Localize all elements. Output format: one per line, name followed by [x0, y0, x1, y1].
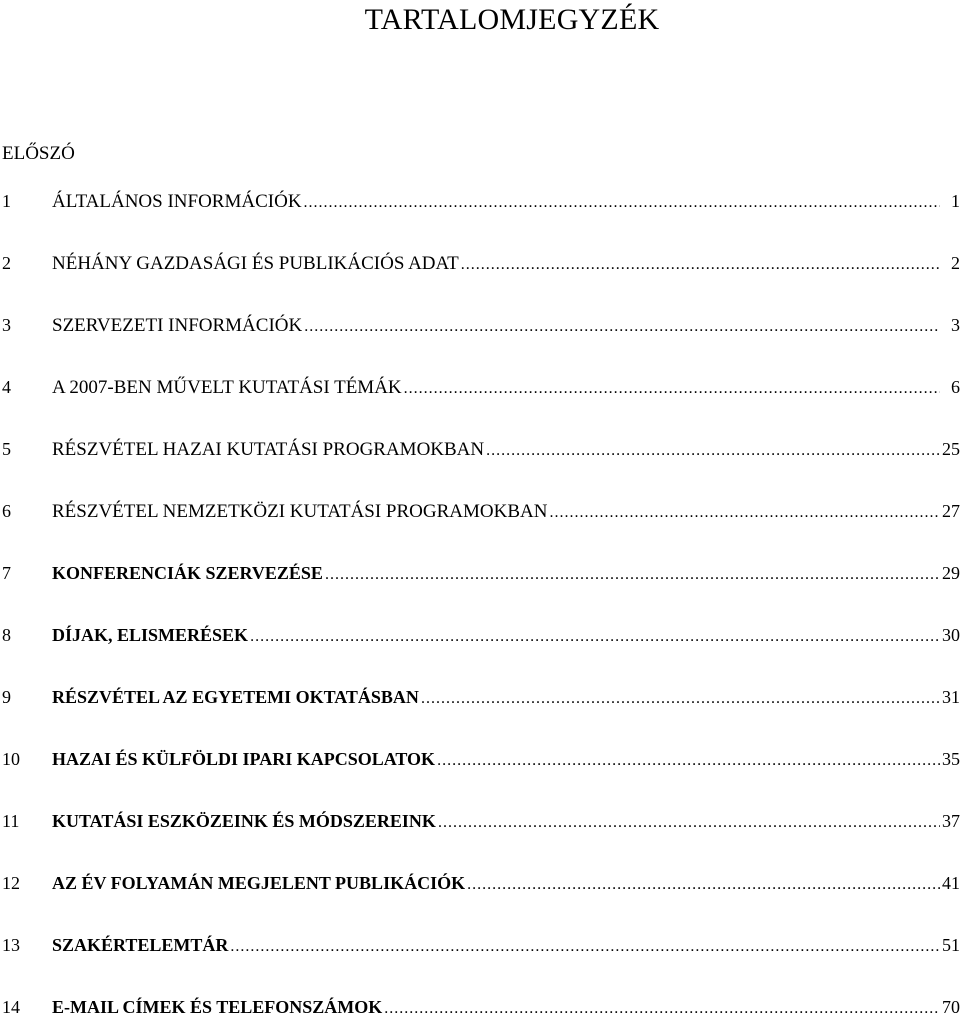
toc-entry-page: 30	[942, 625, 960, 645]
dot-leader	[421, 686, 940, 712]
toc-entry-title: AZ ÉV FOLYAMÁN MEGJELENT PUBLIKÁCIÓK	[52, 873, 466, 893]
toc-entry-page: 25	[942, 439, 960, 459]
toc-entry-number: 11	[2, 811, 20, 831]
toc-entry-number: 2	[2, 253, 11, 273]
toc-entry-title: A 2007-BEN MŰVELT KUTATÁSI TÉMÁK	[52, 377, 402, 398]
toc-entry-number: 14	[2, 997, 20, 1017]
toc-entry-page: 27	[942, 501, 960, 521]
dot-leader	[404, 376, 940, 402]
toc-entry-number: 1	[2, 191, 11, 211]
toc-entry[interactable]	[2, 932, 960, 958]
toc-entry-page: 2	[951, 253, 960, 273]
dot-leader	[549, 500, 940, 526]
toc-entry-page: 35	[942, 749, 960, 769]
toc-entry[interactable]	[2, 250, 960, 276]
toc-entry-title: RÉSZVÉTEL HAZAI KUTATÁSI PROGRAMOKBAN	[52, 439, 485, 460]
toc-entry-page: 31	[942, 687, 960, 707]
toc-entry-page: 51	[942, 935, 960, 955]
toc-entry-page: 37	[942, 811, 960, 831]
toc-entry[interactable]	[2, 498, 960, 524]
toc-entry-number: 5	[2, 439, 11, 459]
toc-entry-title: SZERVEZETI INFORMÁCIÓK	[52, 315, 303, 336]
toc-entry-number: 10	[2, 749, 20, 769]
dot-leader	[304, 314, 940, 340]
dot-leader	[438, 810, 940, 836]
toc-entry-title: SZAKÉRTELEMTÁR	[52, 935, 229, 955]
toc-entry-title: KUTATÁSI ESZKÖZEINK ÉS MÓDSZEREINK	[52, 811, 436, 831]
toc-entry-title: RÉSZVÉTEL AZ EGYETEMI OKTATÁSBAN	[52, 687, 419, 707]
dot-leader	[437, 748, 940, 774]
dot-leader	[325, 562, 940, 588]
dot-leader	[467, 872, 940, 898]
toc-entry[interactable]	[2, 436, 960, 462]
toc-entry-page: 29	[942, 563, 960, 583]
toc-entry-page: 6	[951, 377, 960, 397]
toc-entry-number: 7	[2, 563, 11, 583]
toc-entry-number: 12	[2, 873, 20, 893]
toc-entry-page: 1	[951, 191, 960, 211]
toc-entry-title: E-MAIL CÍMEK ÉS TELEFONSZÁMOK	[52, 997, 383, 1017]
toc-entry-title: ÁLTALÁNOS INFORMÁCIÓK	[52, 191, 302, 212]
toc-entry-title: DÍJAK, ELISMERÉSEK	[52, 625, 249, 645]
toc-entry-title: RÉSZVÉTEL NEMZETKÖZI KUTATÁSI PROGRAMOKBAN	[52, 501, 548, 522]
toc-entry[interactable]	[2, 312, 960, 338]
toc-entry[interactable]	[2, 746, 960, 772]
toc-entry-number: 8	[2, 625, 11, 645]
dot-leader	[486, 438, 940, 464]
foreword-entry[interactable]: ELŐSZÓ	[2, 143, 75, 164]
toc-entry-page: 70	[942, 997, 960, 1017]
toc-entry-page: 3	[951, 315, 960, 335]
dot-leader	[230, 934, 940, 960]
toc-entry[interactable]	[2, 684, 960, 710]
toc-entry-number: 6	[2, 501, 11, 521]
document-title: TARTALOMJEGYZÉK	[364, 3, 660, 36]
dot-leader	[384, 996, 940, 1022]
toc-entry-page: 41	[942, 873, 960, 893]
toc-entry-number: 13	[2, 935, 20, 955]
toc-entry[interactable]	[2, 188, 960, 214]
toc-entry[interactable]	[2, 808, 960, 834]
dot-leader	[461, 252, 940, 278]
dot-leader	[304, 190, 940, 216]
toc-entry-number: 3	[2, 315, 11, 335]
toc-entry[interactable]	[2, 374, 960, 400]
toc-entry-number: 9	[2, 687, 11, 707]
toc-entry-title: NÉHÁNY GAZDASÁGI ÉS PUBLIKÁCIÓS ADAT	[52, 253, 459, 274]
toc-entry-number: 4	[2, 377, 11, 397]
toc-entry-title: HAZAI ÉS KÜLFÖLDI IPARI KAPCSOLATOK	[52, 749, 436, 769]
toc-entry[interactable]	[2, 870, 960, 896]
toc-entry[interactable]	[2, 560, 960, 586]
dot-leader	[250, 624, 940, 650]
toc-entry[interactable]	[2, 994, 960, 1020]
toc-entry-title: KONFERENCIÁK SZERVEZÉSE	[52, 563, 323, 583]
toc-entry[interactable]	[2, 622, 960, 648]
